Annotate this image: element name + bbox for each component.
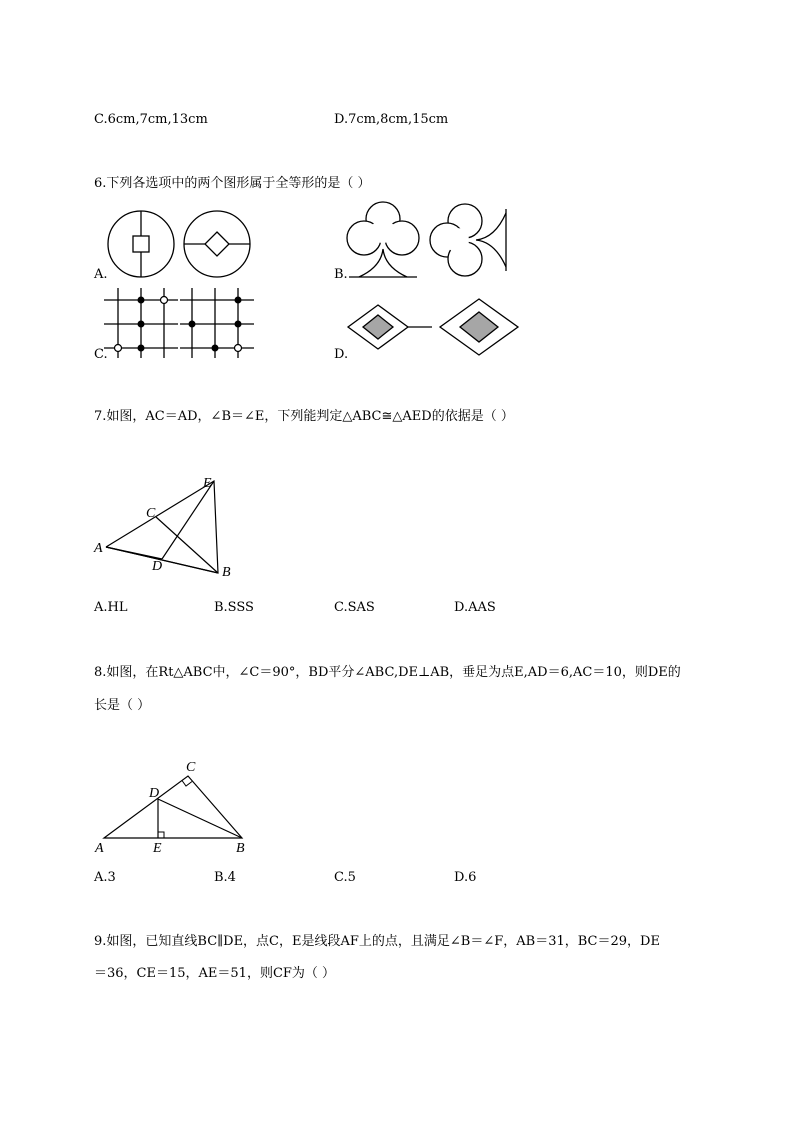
q6-option-c: C. xyxy=(94,347,108,362)
q7-option-c: C.SAS xyxy=(334,600,375,615)
q7-label-b: B xyxy=(222,565,231,580)
q6-stem: 6.下列各选项中的两个图形属于全等形的是（ ） xyxy=(94,176,371,191)
q9-stem-line1: 9.如图，已知直线BC∥DE，点C，E是线段AF上的点，且满足∠B＝∠F，AB＝31，BC＝29，DE xyxy=(94,934,660,949)
q8-label-a: A xyxy=(95,841,104,856)
q8-stem-line1: 8.如图，在Rt△ABC中，∠C＝90°，BD平分∠ABC,DE⊥AB，垂足为点E,AD＝6,AC＝10，则DE的 xyxy=(94,665,681,680)
q5-option-d: D.7cm,8cm,15cm xyxy=(334,112,449,127)
q7-option-d: D.AAS xyxy=(454,600,496,615)
q7-stem: 7.如图，AC＝AD，∠B＝∠E，下列能判定△ABC≅△AED的依据是（ ） xyxy=(94,409,514,424)
q7-label-d: D xyxy=(152,559,163,574)
q8-option-a: A.3 xyxy=(94,870,116,885)
q6-figure-a xyxy=(106,210,266,282)
q7-option-a: A.HL xyxy=(94,600,128,615)
q7-label-c: C xyxy=(146,506,156,521)
q6-figure-c xyxy=(104,288,264,360)
q8-label-e: E xyxy=(153,841,162,856)
q8-stem-line2: 长是（ ） xyxy=(94,698,151,713)
q8-option-d: D.6 xyxy=(454,870,477,885)
q8-label-c: C xyxy=(186,760,196,775)
q5-option-c: C.6cm,7cm,13cm xyxy=(94,112,208,127)
q7-label-a: A xyxy=(94,541,103,556)
q6-option-d: D. xyxy=(334,347,349,362)
q8-figure xyxy=(92,756,262,856)
q6-option-a: A. xyxy=(94,267,108,282)
q9-stem-line2: ＝36，CE＝15，AE＝51，则CF为（ ） xyxy=(94,966,336,981)
q7-label-e: E xyxy=(203,476,212,491)
q8-label-d: D xyxy=(149,786,160,801)
q7-figure xyxy=(92,473,242,583)
q6-figure-b xyxy=(345,201,515,281)
q7-option-b: B.SSS xyxy=(214,600,254,615)
q8-option-b: B.4 xyxy=(214,870,236,885)
q8-option-c: C.5 xyxy=(334,870,356,885)
q6-option-b: B. xyxy=(334,267,348,282)
q8-label-b: B xyxy=(236,841,245,856)
q6-figure-d xyxy=(346,297,526,357)
